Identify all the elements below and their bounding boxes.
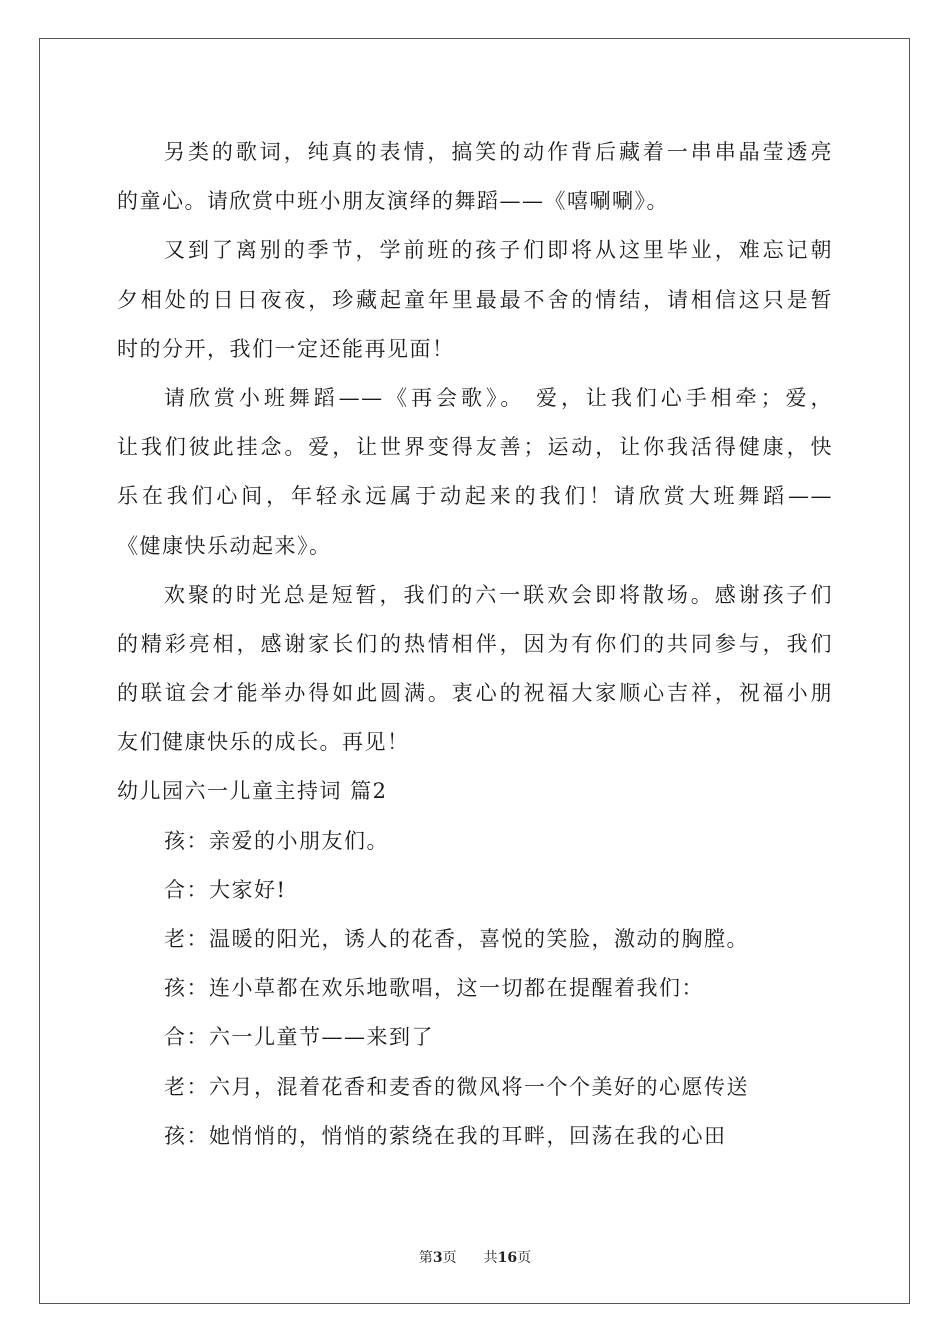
paragraph-line: 友们健康快乐的成长。再见！ <box>117 730 410 755</box>
paragraph-line: 乐在我们心间，年轻永远属于动起来的我们！请欣赏大班舞蹈—— <box>117 484 833 509</box>
footer-total-prefix: 共 <box>483 1250 498 1266</box>
paragraph-line: 夕相处的日日夜夜，珍藏起童年里最最不舍的情结，请相信这只是暂 <box>117 287 833 312</box>
paragraph-line: 的联谊会才能举办得如此圆满。衷心的祝福大家顺心吉祥，祝福小朋 <box>117 681 833 706</box>
paragraph-line: 另类的歌词，纯真的表情，搞笑的动作背后藏着一串串晶莹透亮 <box>164 140 833 164</box>
footer-total-suffix: 页 <box>517 1250 532 1266</box>
paragraph-line: 请欣赏小班舞蹈——《再会歌》。 爱，让我们心手相牵；爱， <box>164 385 833 410</box>
paragraph-line: 又到了离别的季节，学前班的孩子们即将从这里毕业，难忘记朝 <box>164 238 833 263</box>
dialogue-line: 孩：连小草都在欢乐地歌唱，这一切都在提醒着我们： <box>164 976 704 1001</box>
paragraph-line: 让我们彼此挂念。爱，让世界变得友善；运动，让你我活得健康，快 <box>117 435 833 460</box>
paragraph-line: 时的分开，我们一定还能再见面！ <box>117 336 455 361</box>
page-footer <box>0 1247 950 1267</box>
footer-page-number: 3 <box>432 1250 443 1266</box>
dialogue-line: 孩：她悄悄的，悄悄的萦绕在我的耳畔，回荡在我的心田 <box>164 1123 727 1148</box>
paragraph-line: 的童心。请欣赏中班小朋友演绎的舞蹈——《嘻唰唰》。 <box>117 189 669 214</box>
dialogue-line: 老：温暖的阳光，诱人的花香，喜悦的笑脸，激动的胸膛。 <box>164 927 749 951</box>
dialogue-line: 老：六月，混着花香和麦香的微风将一个个美好的心愿传送 <box>164 1074 749 1099</box>
dialogue-line: 合：六一儿童节——来到了 <box>164 1025 434 1050</box>
dialogue-line: 合：大家好! <box>164 877 287 902</box>
dialogue-line: 孩：亲爱的小朋友们。 <box>164 828 389 853</box>
section-heading: 幼儿园六一儿童主持词 篇2 <box>117 779 388 804</box>
footer-page-prefix: 第 <box>418 1250 433 1266</box>
footer-page-suffix: 页 <box>442 1250 457 1266</box>
footer-total-pages: 16 <box>497 1250 518 1266</box>
paragraph-line: 的精彩亮相，感谢家长们的热情相伴，因为有你们的共同参与，我们 <box>117 631 833 656</box>
paragraph-line: 《健康快乐动起来》。 <box>117 533 332 558</box>
document-body <box>117 128 833 1161</box>
paragraph-line: 欢聚的时光总是短暂，我们的六一联欢会即将散场。感谢孩子们 <box>164 582 833 607</box>
